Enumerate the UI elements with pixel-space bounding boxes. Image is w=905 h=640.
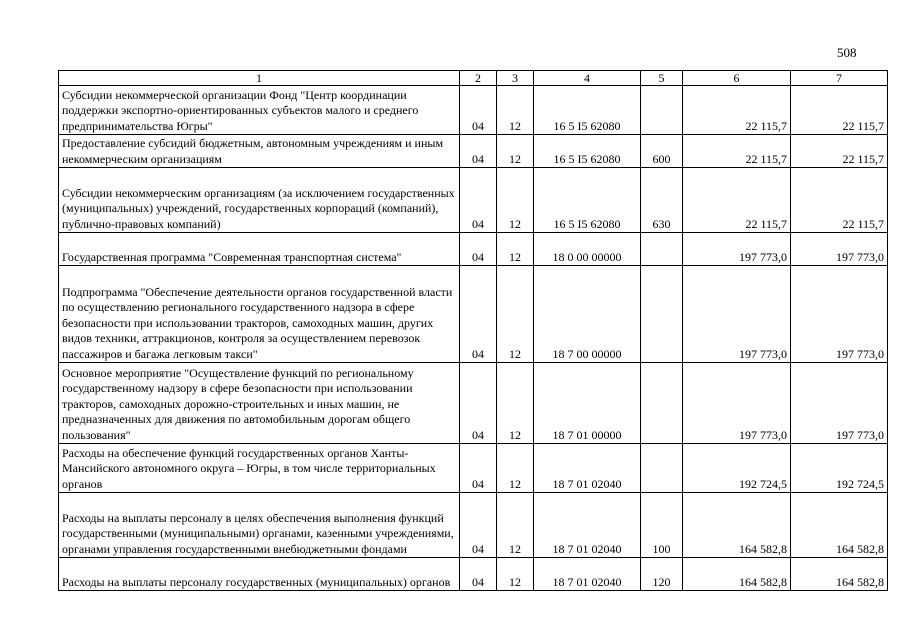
budget-table <box>58 70 888 591</box>
row-subsection: 12 <box>497 266 534 363</box>
row-amount-1: 22 115,7 <box>683 135 791 168</box>
row-subsection: 12 <box>497 86 534 135</box>
row-subsection: 12 <box>497 168 534 233</box>
row-target-article: 18 7 01 00000 <box>534 363 641 444</box>
row-amount-2: 192 724,5 <box>791 444 888 493</box>
row-expense-type <box>641 86 683 135</box>
row-amount-2: 164 582,8 <box>791 493 888 558</box>
row-section: 04 <box>460 233 497 266</box>
row-expense-type <box>641 363 683 444</box>
column-header-4: 4 <box>534 71 641 86</box>
column-header-5: 5 <box>641 71 683 86</box>
row-amount-1: 22 115,7 <box>683 168 791 233</box>
row-amount-2: 22 115,7 <box>791 168 888 233</box>
row-target-article: 16 5 I5 62080 <box>534 168 641 233</box>
row-amount-1: 192 724,5 <box>683 444 791 493</box>
row-expense-type <box>641 444 683 493</box>
row-section: 04 <box>460 558 497 591</box>
row-subsection: 12 <box>497 135 534 168</box>
row-section: 04 <box>460 493 497 558</box>
row-subsection: 12 <box>497 233 534 266</box>
row-subsection: 12 <box>497 493 534 558</box>
row-name: Субсидии некоммерческим организациям (за исключением государственных (муниципальных) учреждений, государственных корпораций (компаний), публично-правовых компаний) <box>59 168 460 233</box>
row-expense-type: 100 <box>641 493 683 558</box>
row-expense-type: 600 <box>641 135 683 168</box>
row-section: 04 <box>460 86 497 135</box>
table-row <box>59 233 888 266</box>
row-amount-2: 22 115,7 <box>791 135 888 168</box>
column-header-2: 2 <box>460 71 497 86</box>
row-target-article: 18 7 01 02040 <box>534 444 641 493</box>
table-row <box>59 86 888 135</box>
row-amount-2: 197 773,0 <box>791 363 888 444</box>
row-name: Подпрограмма "Обеспечение деятельности органов государственной власти по осуществлению регионального государственного надзора в сфере безопасности при использовании тракторов, самоходных машин, других видов техники, аттракционов, контроля за осуществлением перевозок пассажиров и багажа легковым такси" <box>59 266 460 363</box>
table-row <box>59 444 888 493</box>
row-amount-1: 164 582,8 <box>683 558 791 591</box>
row-target-article: 16 5 I5 62080 <box>534 135 641 168</box>
row-section: 04 <box>460 266 497 363</box>
row-target-article: 18 0 00 00000 <box>534 233 641 266</box>
row-expense-type: 630 <box>641 168 683 233</box>
row-expense-type: 120 <box>641 558 683 591</box>
row-amount-1: 164 582,8 <box>683 493 791 558</box>
row-amount-1: 197 773,0 <box>683 363 791 444</box>
column-header-1: 1 <box>59 71 460 86</box>
row-section: 04 <box>460 363 497 444</box>
page-number: 508 <box>837 45 857 60</box>
row-name: Субсидии некоммерческой организации Фонд "Центр координации поддержки экспортно-ориентированных субъектов малого и среднего предпринимательства Югры" <box>59 86 460 135</box>
row-amount-1: 197 773,0 <box>683 233 791 266</box>
column-header-3: 3 <box>497 71 534 86</box>
row-amount-2: 22 115,7 <box>791 86 888 135</box>
row-name: Предоставление субсидий бюджетным, автономным учреждениям и иным некоммерческим организациям <box>59 135 460 168</box>
row-subsection: 12 <box>497 558 534 591</box>
row-section: 04 <box>460 444 497 493</box>
header-row <box>59 71 888 86</box>
column-header-7: 7 <box>791 71 888 86</box>
row-target-article: 16 5 I5 62080 <box>534 86 641 135</box>
row-subsection: 12 <box>497 363 534 444</box>
row-name: Расходы на обеспечение функций государственных органов Ханты-Мансийского автономного округа – Югры, в том числе территориальных органов <box>59 444 460 493</box>
row-name: Основное мероприятие "Осуществление функций по региональному государственному надзору в сфере безопасности при использовании тракторов, самоходных дорожно-строительных и иных машин, не предназначенных для движения по автомобильным дорогам общего пользования" <box>59 363 460 444</box>
table-row <box>59 558 888 591</box>
table-row <box>59 493 888 558</box>
row-amount-2: 197 773,0 <box>791 266 888 363</box>
row-expense-type <box>641 266 683 363</box>
table-row <box>59 266 888 363</box>
table-row <box>59 135 888 168</box>
column-header-6: 6 <box>683 71 791 86</box>
row-amount-2: 164 582,8 <box>791 558 888 591</box>
table-body <box>59 86 888 591</box>
row-amount-1: 197 773,0 <box>683 266 791 363</box>
row-expense-type <box>641 233 683 266</box>
row-subsection: 12 <box>497 444 534 493</box>
row-target-article: 18 7 00 00000 <box>534 266 641 363</box>
row-target-article: 18 7 01 02040 <box>534 493 641 558</box>
row-amount-1: 22 115,7 <box>683 86 791 135</box>
row-section: 04 <box>460 135 497 168</box>
row-target-article: 18 7 01 02040 <box>534 558 641 591</box>
row-name: Расходы на выплаты персоналу в целях обеспечения выполнения функций государственными (муниципальными) органами, казенными учреждениями, органами управления государственными внебюджетными фондами <box>59 493 460 558</box>
row-name: Расходы на выплаты персоналу государственных (муниципальных) органов <box>59 558 460 591</box>
row-section: 04 <box>460 168 497 233</box>
table-row <box>59 363 888 444</box>
table-row <box>59 168 888 233</box>
table-header <box>59 71 888 86</box>
row-name: Государственная программа "Современная транспортная система" <box>59 233 460 266</box>
row-amount-2: 197 773,0 <box>791 233 888 266</box>
